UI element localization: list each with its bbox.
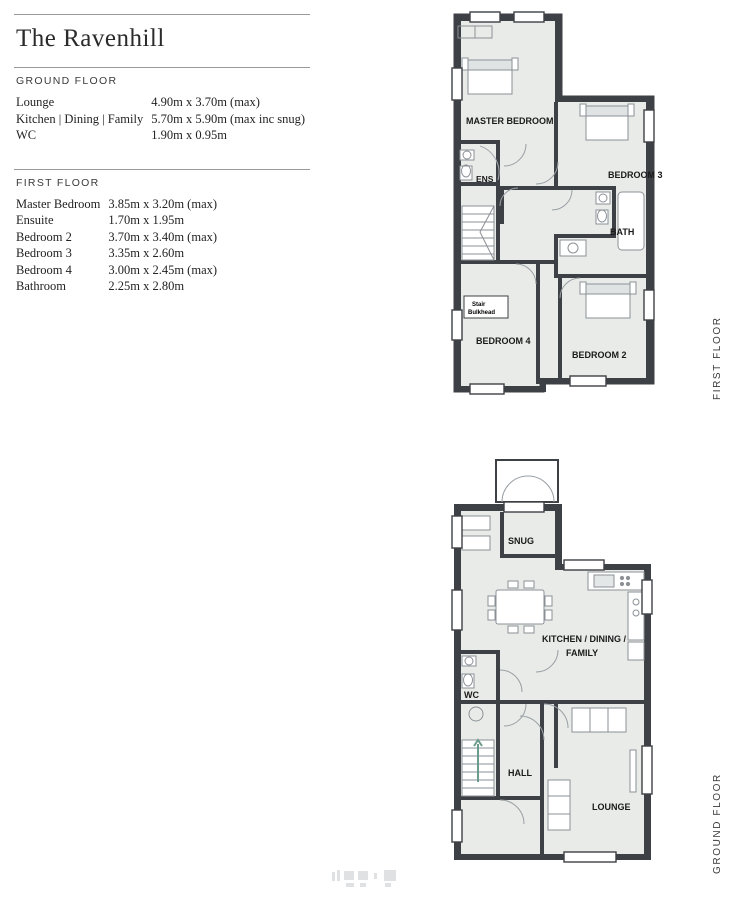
room-dimensions: 2.25m x 2.80m (108, 279, 185, 293)
room-name: Bedroom 4 (16, 262, 72, 277)
section-heading-ground-floor: GROUND FLOOR (16, 75, 118, 87)
room-name: Bedroom 3 (16, 246, 72, 260)
label-ens: ENS (476, 174, 494, 184)
table-row (16, 230, 258, 247)
room-name: Lounge (16, 95, 55, 109)
watermark-marks (332, 870, 396, 887)
staircase (462, 206, 494, 260)
hall-staircase (462, 740, 494, 796)
label-bedroom2: BEDROOM 2 (572, 350, 627, 360)
label-bedroom4: BEDROOM 4 (476, 336, 531, 346)
porch (496, 460, 558, 502)
title-divider (14, 14, 310, 15)
label-lounge: LOUNGE (592, 802, 631, 812)
room-dimensions: 5.70m x 5.90m (max inc snug) (151, 111, 306, 126)
room-dimensions: 3.70m x 3.40m (max) (108, 229, 218, 244)
bedroom3-bed (580, 104, 634, 140)
wall-bed3-top (555, 96, 653, 102)
table-row (16, 128, 305, 145)
room-name: WC (16, 128, 37, 142)
label-wc: WC (464, 690, 479, 700)
label-stair-bulkhead-line1: Stair (472, 302, 486, 308)
label-kitchen-line2: FAMILY (566, 648, 599, 658)
room-dimensions: 3.00m x 2.45m (max) (108, 262, 218, 277)
scale-watermark (330, 868, 420, 895)
room-name: Bathroom (16, 279, 66, 293)
first-floor-plan (440, 10, 690, 405)
section-divider (14, 169, 310, 170)
label-bath: BATH (610, 227, 635, 237)
label-hall: HALL (508, 768, 532, 778)
room-dimensions: 3.35m x 2.60m (108, 246, 185, 260)
table-row (16, 197, 258, 214)
section-first-floor (14, 169, 310, 296)
ground-floor-side-label: GROUND FLOOR (712, 773, 723, 874)
room-dimensions: 4.90m x 3.70m (max) (151, 95, 260, 109)
specification-panel (14, 14, 324, 296)
label-stair-bulkhead-line2: Bulkhead (468, 310, 496, 316)
room-dimensions: 1.90m x 0.95m (151, 128, 227, 142)
room-dimensions: 1.70m x 1.95m (108, 213, 185, 227)
master-bed-furniture (462, 58, 518, 94)
section-ground-floor (14, 67, 310, 145)
room-name: Kitchen | Dining | Family (16, 111, 144, 126)
label-snug: SNUG (508, 536, 535, 546)
room-dimensions: 3.85m x 3.20m (max) (108, 196, 218, 211)
table-row (16, 246, 258, 263)
table-row (16, 279, 258, 296)
section-heading-first-floor: FIRST FLOOR (16, 176, 100, 189)
wall-master-right (555, 14, 562, 102)
ground-floor-plan (440, 450, 690, 875)
table-row (16, 213, 258, 230)
label-bedroom3: BEDROOM 3 (608, 170, 663, 180)
room-name: Ensuite (16, 213, 54, 227)
section-divider (14, 67, 310, 68)
table-row (16, 95, 305, 112)
label-kitchen-line1: KITCHEN / DINING / (542, 634, 627, 644)
room-schedule-first-floor (16, 197, 258, 296)
first-floor-side-label: FIRST FLOOR (712, 316, 723, 400)
room-name: Bedroom 2 (16, 229, 72, 244)
page-title: The Ravenhill (16, 25, 165, 52)
table-row (16, 112, 305, 129)
room-schedule-ground-floor (16, 95, 305, 145)
table-row (16, 263, 258, 280)
room-name: Master Bedroom (16, 196, 101, 211)
label-master-bedroom: MASTER BEDROOM (466, 116, 554, 126)
bedroom2-bed (580, 282, 636, 318)
